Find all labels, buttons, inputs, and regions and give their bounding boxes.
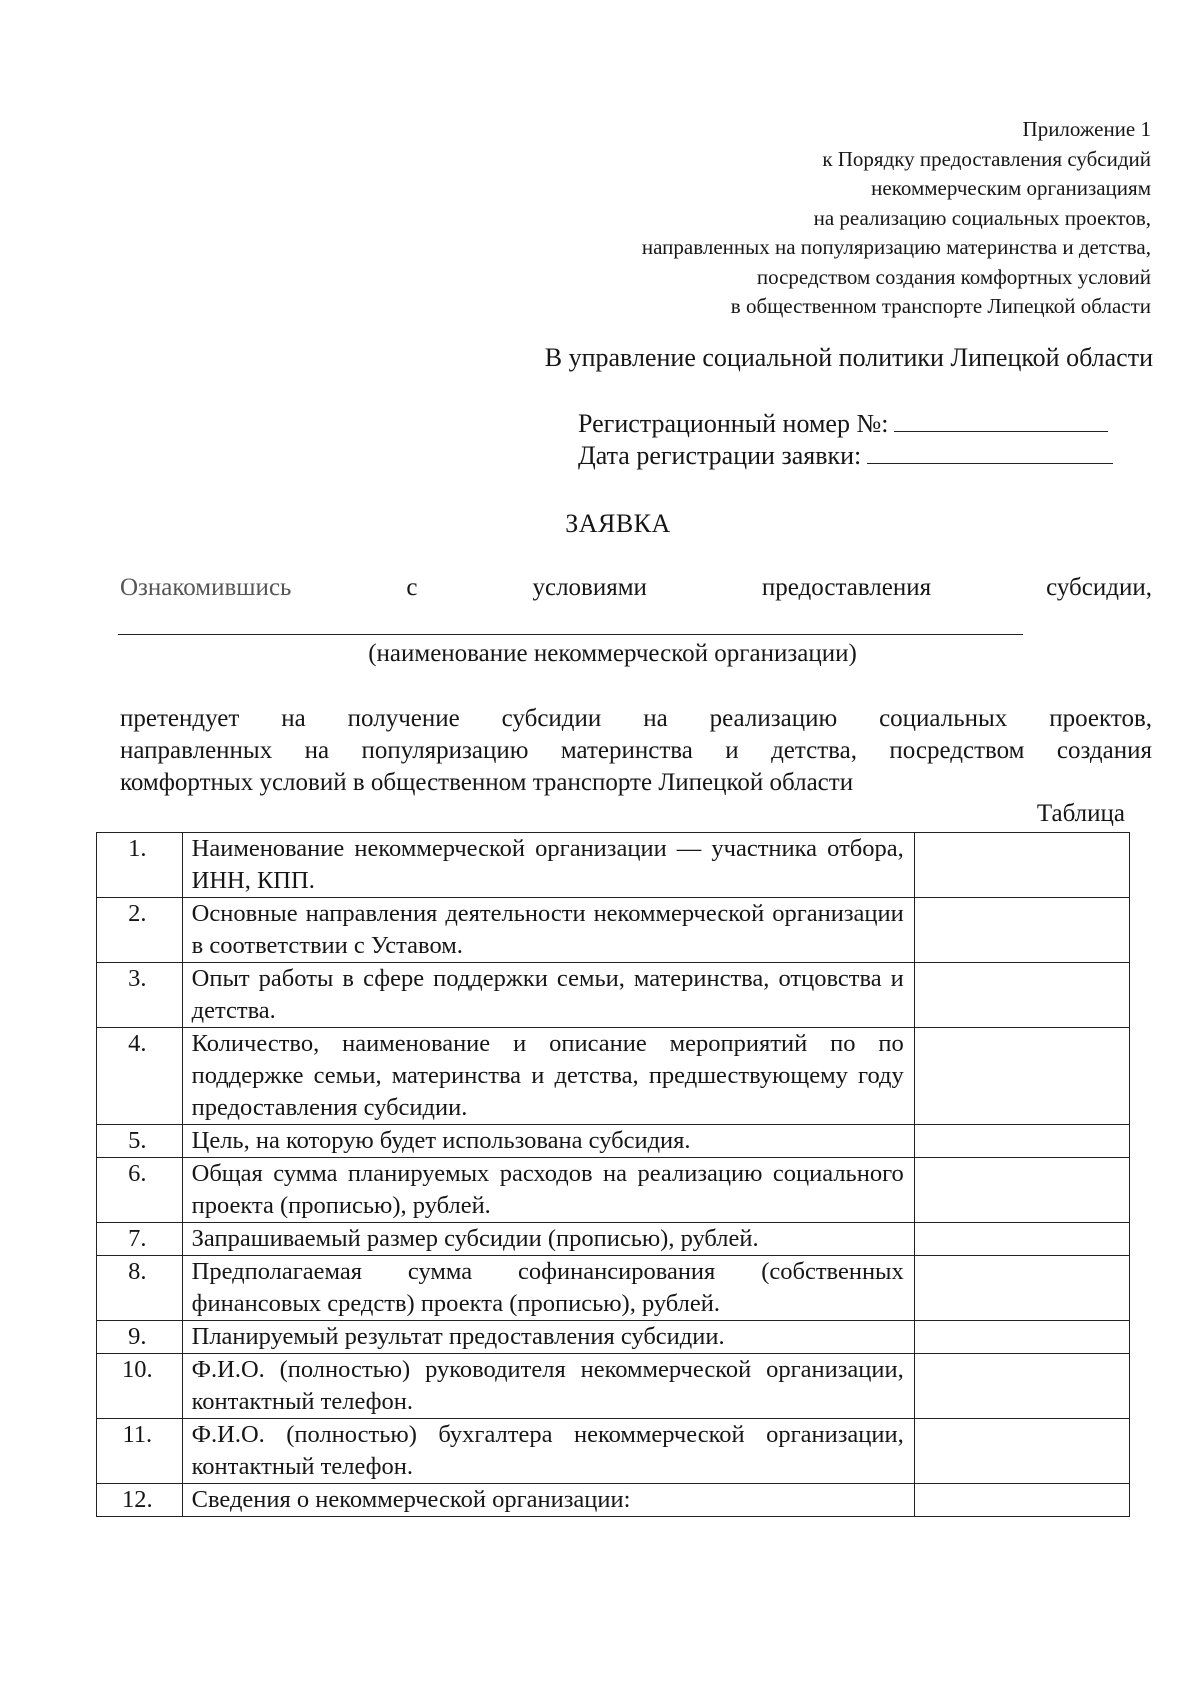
- table-label: Таблица: [1036, 800, 1125, 827]
- row-number: 10.: [97, 1354, 183, 1419]
- table-row: [97, 1223, 1130, 1256]
- document-title-text: ЗАЯВКА: [565, 509, 671, 538]
- row-number: 12.: [97, 1484, 183, 1517]
- table-row: [97, 1125, 1130, 1158]
- body-line: претендует на получение субсидии на реализацию социальных проектов,: [120, 705, 1152, 732]
- row-description: Планируемый результат предоставления субсидии.: [182, 1321, 914, 1354]
- appendix-line: в общественном транспорте Липецкой области: [730, 294, 1151, 318]
- table-row: [97, 1484, 1130, 1517]
- table-row: [97, 1158, 1130, 1223]
- appendix-line: на реализацию социальных проектов,: [813, 205, 1151, 230]
- row-value-field[interactable]: [914, 1256, 1129, 1321]
- row-number: 7.: [97, 1223, 183, 1256]
- row-description: Предполагаемая сумма софинансирования (собственных финансовых средств) проекта (прописью), рублей.: [182, 1256, 914, 1321]
- registration-date-label: Дата регистрации заявки:: [578, 441, 862, 470]
- organization-caption: [0, 640, 1200, 668]
- row-value-field[interactable]: [914, 1028, 1129, 1125]
- intro-word: субсидии,: [1046, 574, 1152, 601]
- registration-number-field[interactable]: [894, 409, 1108, 432]
- row-value-field[interactable]: [914, 898, 1129, 963]
- appendix-line: некоммерческим организациям: [871, 176, 1151, 200]
- registration-date-field[interactable]: [867, 441, 1113, 464]
- organization-caption-text: (наименование некоммерческой организации): [368, 640, 857, 667]
- row-description: Наименование некоммерческой организации — участника отбора, ИНН, КПП.: [182, 833, 914, 898]
- row-value-field[interactable]: [914, 1223, 1129, 1256]
- body-line: [120, 767, 1152, 799]
- appendix-line: Приложение 1: [1022, 117, 1151, 141]
- application-table: [96, 832, 1130, 1517]
- row-number: 4.: [97, 1028, 183, 1125]
- document-title: [0, 509, 1200, 539]
- registration-number-label: Регистрационный номер №:: [578, 409, 889, 438]
- row-value-field[interactable]: [914, 1158, 1129, 1223]
- intro-word: предоставления: [761, 574, 932, 601]
- appendix-line: направленных на популяризацию материнства и детства,: [641, 235, 1151, 259]
- appendix-line: к Порядку предоставления субсидий: [822, 146, 1151, 171]
- row-description: Ф.И.О. (полностью) бухгалтера некоммерческой организации, контактный телефон.: [182, 1419, 914, 1484]
- row-number: 3.: [97, 963, 183, 1028]
- row-number: 11.: [97, 1419, 183, 1484]
- table-row: [97, 1256, 1130, 1321]
- row-number: 6.: [97, 1158, 183, 1223]
- intro-line: [120, 574, 1152, 602]
- row-number: 2.: [97, 898, 183, 963]
- row-value-field[interactable]: [914, 833, 1129, 898]
- table-row: [97, 833, 1130, 898]
- row-value-field[interactable]: [914, 1484, 1129, 1517]
- row-description: Сведения о некоммерческой организации:: [182, 1484, 914, 1517]
- row-value-field[interactable]: [914, 1321, 1129, 1354]
- table-row: [97, 1419, 1130, 1484]
- row-description: Общая сумма планируемых расходов на реализацию социального проекта (прописью), рублей.: [182, 1158, 914, 1223]
- row-description: Запрашиваемый размер субсидии (прописью), рублей.: [182, 1223, 914, 1256]
- registration-date-row: [578, 441, 1113, 471]
- row-description: Цель, на которую будет использована субсидия.: [182, 1125, 914, 1158]
- row-number: 8.: [97, 1256, 183, 1321]
- appendix-line: посредством создания комфортных условий: [756, 264, 1151, 289]
- table-row: [97, 1321, 1130, 1354]
- row-number: 9.: [97, 1321, 183, 1354]
- table-row: [97, 898, 1130, 963]
- registration-number-row: [578, 409, 1108, 439]
- body-line-text: комфортных условий в общественном транспорте Липецкой области: [120, 769, 854, 796]
- row-description: Ф.И.О. (полностью) руководителя некоммерческой организации, контактный телефон.: [182, 1354, 914, 1419]
- table-row: [97, 1354, 1130, 1419]
- table-row: [97, 1028, 1130, 1125]
- row-number: 1.: [97, 833, 183, 898]
- organization-name-field[interactable]: [118, 634, 1023, 635]
- addressee: В управление социальной политики Липецкой области: [544, 343, 1153, 372]
- appendix-header: [642, 115, 1151, 322]
- body-paragraph: [120, 703, 1152, 799]
- body-line: [120, 735, 1152, 767]
- row-value-field[interactable]: [914, 963, 1129, 1028]
- row-description: Опыт работы в сфере поддержки семьи, материнства, отцовства и детства.: [182, 963, 914, 1028]
- table-row: [97, 963, 1130, 1028]
- row-number: 5.: [97, 1125, 183, 1158]
- intro-word: Ознакомившись: [120, 574, 292, 601]
- row-description: Количество, наименование и описание мероприятий по по поддержке семьи, материнства и детства, предшествующему году предоставления субсидии.: [182, 1028, 914, 1125]
- row-value-field[interactable]: [914, 1125, 1129, 1158]
- row-value-field[interactable]: [914, 1419, 1129, 1484]
- intro-word: условиями: [532, 574, 647, 601]
- row-value-field[interactable]: [914, 1354, 1129, 1419]
- row-description: Основные направления деятельности некоммерческой организации в соответствии с Уставом.: [182, 898, 914, 963]
- body-line-text: направленных на популяризацию материнства и детства, посредством создания: [120, 737, 1152, 764]
- intro-word: с: [406, 574, 418, 601]
